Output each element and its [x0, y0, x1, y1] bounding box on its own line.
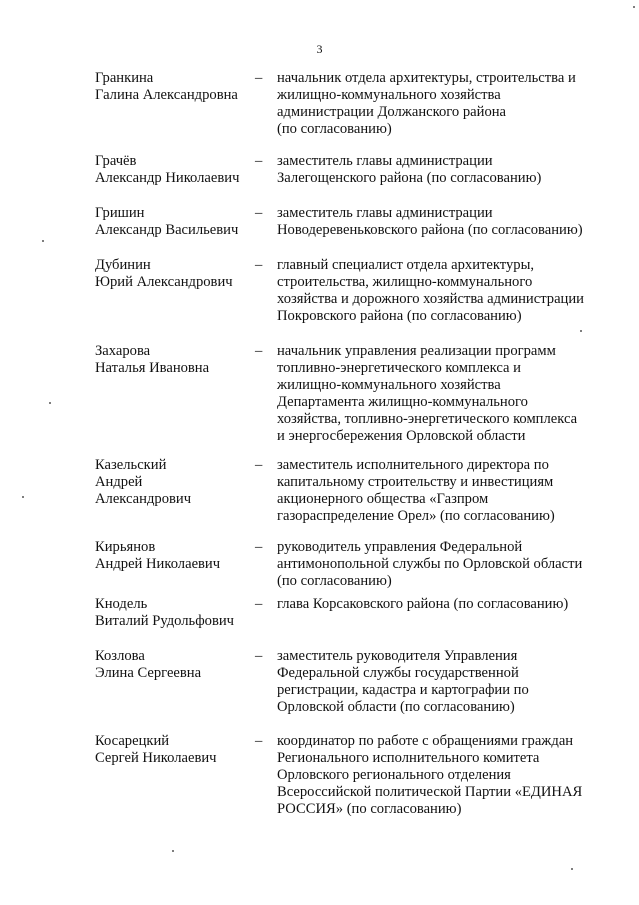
dash-separator: –: [255, 153, 263, 169]
member-name: [95, 457, 255, 508]
member-name: [95, 596, 255, 630]
dash-separator: –: [255, 70, 263, 86]
dash-separator: –: [255, 539, 263, 555]
member-position-line: заместитель руководителя Управления: [277, 648, 518, 664]
member-position-line: Орловского регионального отделения: [277, 767, 511, 783]
member-surname: Кирьянов: [95, 539, 156, 555]
member-position: [277, 205, 617, 239]
member-surname: Захарова: [95, 343, 151, 359]
member-position-line: Федеральной службы государственной: [277, 665, 519, 681]
member-position-line: антимонопольной службы по Орловской области: [277, 556, 583, 572]
scan-speck: [571, 868, 573, 870]
member-surname: Кнодель: [95, 596, 148, 612]
member-position: [277, 70, 617, 138]
scan-speck: [49, 402, 51, 404]
dash-separator: –: [255, 733, 263, 749]
scan-speck: [22, 496, 24, 498]
member-given-name-line: Наталья Ивановна: [95, 360, 210, 376]
member-name: [95, 70, 255, 104]
member-name: [95, 733, 255, 767]
member-given-name-line: Юрий Александрович: [95, 274, 233, 290]
member-position-line: координатор по работе с обращениями граждан: [277, 733, 574, 749]
member-position: [277, 539, 617, 590]
member-surname: Гранкина: [95, 70, 154, 86]
member-surname: Казельский: [95, 457, 167, 473]
scan-speck: [580, 330, 582, 332]
member-name: [95, 648, 255, 682]
member-position-line: администрации Должанского района: [277, 104, 507, 120]
member-position: [277, 648, 617, 716]
member-position-line: Покровского района (по согласованию): [277, 308, 522, 324]
member-given-name-line: Виталий Рудольфович: [95, 613, 235, 629]
member-position-line: хозяйства, топливно-энергетического комплекса: [277, 411, 578, 427]
member-position-line: руководитель управления Федеральной: [277, 539, 523, 555]
member-given-name-line: Александрович: [95, 491, 192, 507]
member-position-line: капитальному строительству и инвестициям: [277, 474, 554, 490]
member-name: [95, 205, 255, 239]
member-position-line: заместитель главы администрации: [277, 153, 493, 169]
member-position-line: строительства, жилищно-коммунального: [277, 274, 533, 290]
member-given-name-line: Галина Александровна: [95, 87, 238, 103]
member-position-line: жилищно-коммунального хозяйства: [277, 377, 501, 393]
member-position-line: РОССИЯ» (по согласованию): [277, 801, 462, 817]
member-name: [95, 257, 255, 291]
dash-separator: –: [255, 257, 263, 273]
member-position-line: глава Корсаковского района (по согласованию): [277, 596, 569, 612]
member-position-line: акционерного общества «Газпром: [277, 491, 489, 507]
member-position: [277, 733, 617, 818]
member-given-name-line: Александр Васильевич: [95, 222, 239, 238]
member-position-line: регистрации, кадастра и картографии по: [277, 682, 529, 698]
member-name: [95, 539, 255, 573]
member-surname: Дубинин: [95, 257, 151, 273]
member-name: [95, 343, 255, 377]
member-position: [277, 343, 617, 445]
dash-separator: –: [255, 648, 263, 664]
member-position-line: начальник отдела архитектуры, строительства и: [277, 70, 576, 86]
dash-separator: –: [255, 343, 263, 359]
scan-speck: [633, 6, 635, 8]
member-position: [277, 257, 617, 325]
member-position-line: (по согласованию): [277, 121, 392, 137]
dash-separator: –: [255, 205, 263, 221]
member-position: [277, 457, 617, 525]
member-position: [277, 153, 617, 187]
member-surname: Козлова: [95, 648, 145, 664]
member-position-line: начальник управления реализации программ: [277, 343, 556, 359]
member-position-line: хозяйства и дорожного хозяйства администрации: [277, 291, 584, 307]
scan-speck: [42, 240, 44, 242]
member-name: [95, 153, 255, 187]
member-given-name-line: Андрей: [95, 474, 143, 490]
page-number: 3: [316, 42, 323, 56]
member-position-line: главный специалист отдела архитектуры,: [277, 257, 535, 273]
member-position-line: Всероссийской политической Партии «ЕДИНАЯ: [277, 784, 583, 800]
member-position-line: газораспределение Орел» (по согласованию): [277, 508, 555, 524]
member-given-name-line: Андрей Николаевич: [95, 556, 221, 572]
member-position-line: и энергосбережения Орловской области: [277, 428, 526, 444]
member-surname: Гришин: [95, 205, 145, 221]
member-given-name-line: Александр Николаевич: [95, 170, 240, 186]
member-position-line: Залегощенского района (по согласованию): [277, 170, 542, 186]
member-position-line: жилищно-коммунального хозяйства: [277, 87, 501, 103]
scan-speck: [172, 850, 174, 852]
member-given-name-line: Сергей Николаевич: [95, 750, 217, 766]
member-position-line: Регионального исполнительного комитета: [277, 750, 540, 766]
member-position-line: заместитель исполнительного директора по: [277, 457, 549, 473]
member-position-line: Орловской области (по согласованию): [277, 699, 515, 715]
member-surname: Грачёв: [95, 153, 137, 169]
member-position-line: (по согласованию): [277, 573, 392, 589]
member-position-line: Новодеревеньковского района (по согласованию): [277, 222, 583, 238]
member-surname: Косарецкий: [95, 733, 170, 749]
member-position: [277, 596, 617, 613]
dash-separator: –: [255, 596, 263, 612]
dash-separator: –: [255, 457, 263, 473]
member-given-name-line: Элина Сергеевна: [95, 665, 202, 681]
member-position-line: заместитель главы администрации: [277, 205, 493, 221]
member-position-line: топливно-энергетического комплекса и: [277, 360, 521, 376]
member-position-line: Департамента жилищно-коммунального: [277, 394, 528, 410]
